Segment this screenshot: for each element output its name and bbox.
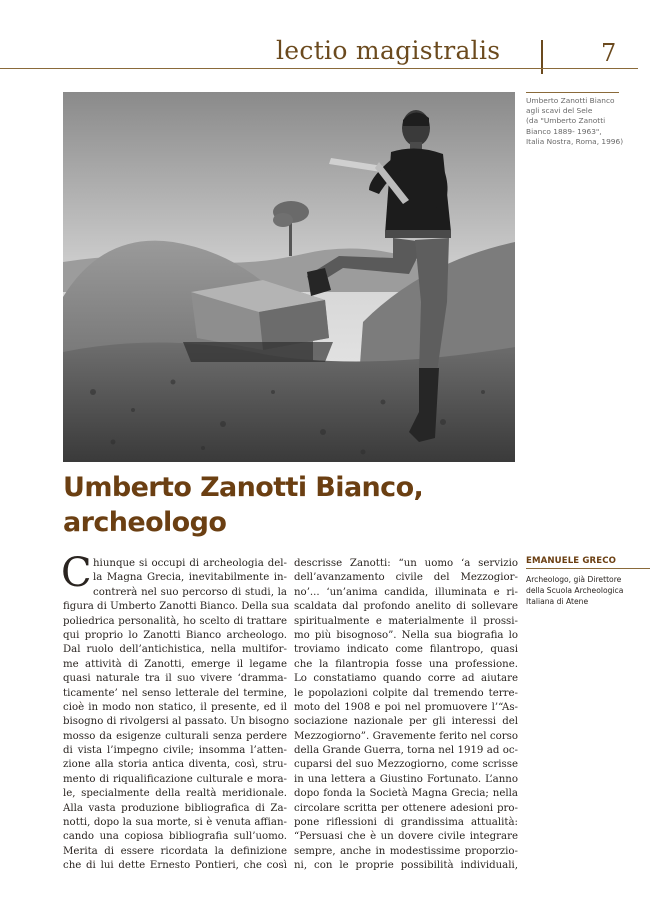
article-line: troviamo indicato come filantropo, quasi <box>294 644 518 656</box>
article-line: Lo constatiamo quando corre ad aiutare <box>294 673 518 685</box>
article-line: qui proprio lo Zanotti Bianco archeologo. <box>63 629 287 641</box>
article-line: sempre, anche in modestissime proporzio- <box>294 845 518 857</box>
article-line: mo più bisognoso”. Nella sua biografia lo <box>294 629 518 641</box>
article-headline <box>63 470 423 540</box>
article-line: ticamente’ nel senso letterale del termine, <box>63 687 287 699</box>
headline-line: archeologo <box>63 507 227 538</box>
article-line: scaldata dal profondo anelito di sollevare <box>294 601 518 613</box>
article-line: cuparsi del suo Mezzogiorno, come scrisse <box>294 759 518 771</box>
drop-cap: C <box>61 550 92 596</box>
article-line: quasi naturale tra il suo vivere ‘dramma- <box>63 673 287 685</box>
article-column-2 <box>294 557 518 874</box>
caption-line: agli scavi del Sele <box>526 106 593 116</box>
article-line: contrerà nel suo percorso di studi, la <box>93 586 287 598</box>
article-line: Merita di essere ricordata la definizione <box>63 845 287 857</box>
header-rule <box>0 68 638 69</box>
article-photo <box>63 92 515 462</box>
caption-line: Bianco 1889- 1963", <box>526 126 602 136</box>
article-line: Alla vasta produzione bibliografica di Za- <box>63 802 287 814</box>
article-line: pone riflessioni di grandissima attualità: <box>294 817 518 829</box>
caption-rule <box>526 92 619 93</box>
article-line: Dal ruolo dell’antichistica, nella multifor- <box>63 644 287 656</box>
article-line: che di lui dette Ernesto Pontieri, che così <box>63 860 287 872</box>
article-line: spiritualmente e materialmente il prossi- <box>294 615 518 627</box>
article-line: cando una copiosa bibliografia sull’uomo. <box>63 831 287 843</box>
article-line: me attività di Zanotti, emerge il legame <box>63 658 287 670</box>
article-line: la Magna Grecia, inevitabilmente in- <box>93 572 287 584</box>
caption-line: Italia Nostra, Roma, 1996) <box>526 136 624 146</box>
article-line: descrisse Zanotti: “un uomo ‘a servizio <box>294 558 518 569</box>
author-name: EMANUELE GRECO <box>526 556 617 566</box>
author-bio-line: Italiana di Atene <box>526 597 589 606</box>
article-line: zione alla storia antica diventa, così, stru- <box>63 759 287 771</box>
article-line: bisogno di rivolgersi al passato. Un bisogno <box>63 716 289 728</box>
article-line: notti, dopo la sua morte, si è venuta affian- <box>63 817 287 829</box>
page-number: 7 <box>601 39 617 67</box>
article-line: moto del 1908 e poi nel promuovere l’“As- <box>294 701 518 713</box>
author-bio <box>526 574 646 607</box>
article-line: che la filantropia fosse una professione. <box>294 658 518 670</box>
article-line: mosso da esigenze culturali senza perdere <box>63 730 287 742</box>
article-line: circolare scritta per ottenere adesioni pro- <box>294 802 518 814</box>
author-rule <box>526 568 650 569</box>
section-title: lectio magistralis <box>276 36 501 65</box>
article-line: cioè in modo non statico, il presente, ed il <box>63 701 287 713</box>
photo-illustration <box>63 92 515 462</box>
photo-caption <box>526 96 636 147</box>
caption-line: (da "Umberto Zanotti <box>526 116 606 126</box>
article-line: poliedrica personalità, ho scelto di trattare <box>63 615 287 627</box>
article-line: no’... ‘un’anima candida, illuminata e ri- <box>294 586 518 598</box>
article-line: della Grande Guerra, torna nel 1919 ad oc- <box>294 745 518 757</box>
article-line: figura di Umberto Zanotti Bianco. Della sua <box>63 601 290 613</box>
author-bio-line: Archeologo, già Direttore <box>526 575 622 584</box>
article-line: di vista l’impegno civile; insomma l’atten- <box>63 745 287 757</box>
article-line: mento di riqualificazione culturale e mora- <box>63 773 287 785</box>
headline-line: Umberto Zanotti Bianco, <box>63 472 424 503</box>
article-line: dopo fonda la Società Magna Grecia; nella <box>294 788 518 800</box>
article-line: ni, con le proprie possibilità individuali, <box>294 860 518 872</box>
article-line: le, specialmente della realtà meridionale. <box>63 788 287 800</box>
author-bio-line: della Scuola Archeologica <box>526 586 624 595</box>
caption-line: Umberto Zanotti Bianco <box>526 96 615 105</box>
article-line: hiunque si occupi di archeologia del- <box>93 558 287 569</box>
article-line: “Persuasi che è un dovere civile integrare <box>294 831 518 843</box>
article-line: sociazione nazionale per gli interessi del <box>294 716 518 728</box>
article-line: dell’avanzamento civile del Mezzogior- <box>294 572 518 584</box>
article-line: in una lettera a Giustino Fortunato. L’anno <box>294 773 518 785</box>
article-line: Mezzogiorno”. Gravemente ferito nel corso <box>294 730 518 742</box>
article-line: le popolazioni colpite dal tremendo terre- <box>294 687 518 699</box>
article-column-1 <box>63 557 290 874</box>
